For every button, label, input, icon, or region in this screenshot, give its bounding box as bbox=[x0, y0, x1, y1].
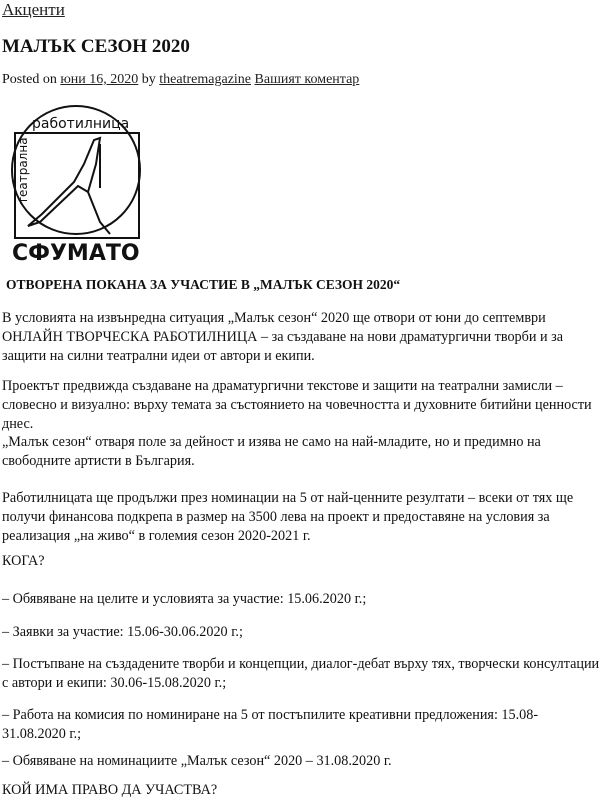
logo-name: СФУМАТО bbox=[12, 241, 140, 266]
list-item: – Обявяване на номинациите „Малък сезон“ 2020 – 31.08.2020 г. bbox=[2, 753, 392, 769]
logo-side-text: театрална bbox=[16, 137, 30, 204]
paragraph: „Малък сезон“ отваря поле за дейност и изява не само на най-младите, но и предимно на свободните артисти в България. bbox=[2, 434, 541, 469]
author-link[interactable]: theatremagazine bbox=[159, 72, 252, 87]
list-item: – Заявки за участие: 15.06-30.06.2020 г.; bbox=[2, 624, 243, 640]
category-link[interactable]: Акценти bbox=[2, 0, 65, 19]
section-heading: ОТВОРЕНА ПОКАНА ЗА УЧАСТИЕ В „МАЛЪК СЕЗОН 2020“ bbox=[6, 277, 401, 292]
list-item: – Обявяване на целите и условията за участие: 15.06.2020 г.; bbox=[2, 591, 367, 607]
subheading-when: КОГА? bbox=[2, 553, 45, 569]
page-title: МАЛЪК СЕЗОН 2020 bbox=[2, 36, 190, 57]
date-link[interactable]: юни 16, 2020 bbox=[60, 72, 139, 87]
subheading-who: КОЙ ИМА ПРАВО ДА УЧАСТВА? bbox=[2, 782, 218, 798]
sfumato-logo bbox=[0, 104, 165, 266]
paragraph: В условията на извънредна ситуация „Малък сезон“ 2020 ще отвори от юни до септември ОНЛАЙН ТВОРЧЕСКА РАБОТИЛНИЦА – за създаване на нови драматургични творби и за защити на силни театрални идеи от автори и екипи. bbox=[2, 310, 564, 364]
post-meta bbox=[2, 72, 359, 88]
by-label: by bbox=[141, 72, 156, 87]
list-item: – Работа на комисия по номиниране на 5 от постъпилите креативни предложения: 15.08-31.08.2020 г.; bbox=[2, 707, 539, 742]
paragraph: Проектът предвижда създаване на драматургични текстове и защити на театрални замисли – словесно и визуално: върху темата за състоянието на човечността и духовните битийни ценности днес. bbox=[2, 378, 592, 432]
list-item: – Постъпване на създадените творби и концепции, диалог-дебат върху тях, творчески консултации с автори и екипи: 30.06-15.08.2020 г.; bbox=[2, 656, 600, 691]
logo-top-text: работилница bbox=[32, 116, 130, 132]
comment-link[interactable]: Вашият коментар bbox=[254, 72, 360, 87]
posted-on-label: Posted on bbox=[2, 72, 57, 87]
paragraph: Работилницата ще продължи през номинации на 5 от най-ценните резултати – всеки от тях ще получи финансова подкрепа в размер на 3500 лева на проект и предоставяне на условия за реализация „на живо“ в големия сезон 2020-2021 г. bbox=[2, 490, 574, 544]
